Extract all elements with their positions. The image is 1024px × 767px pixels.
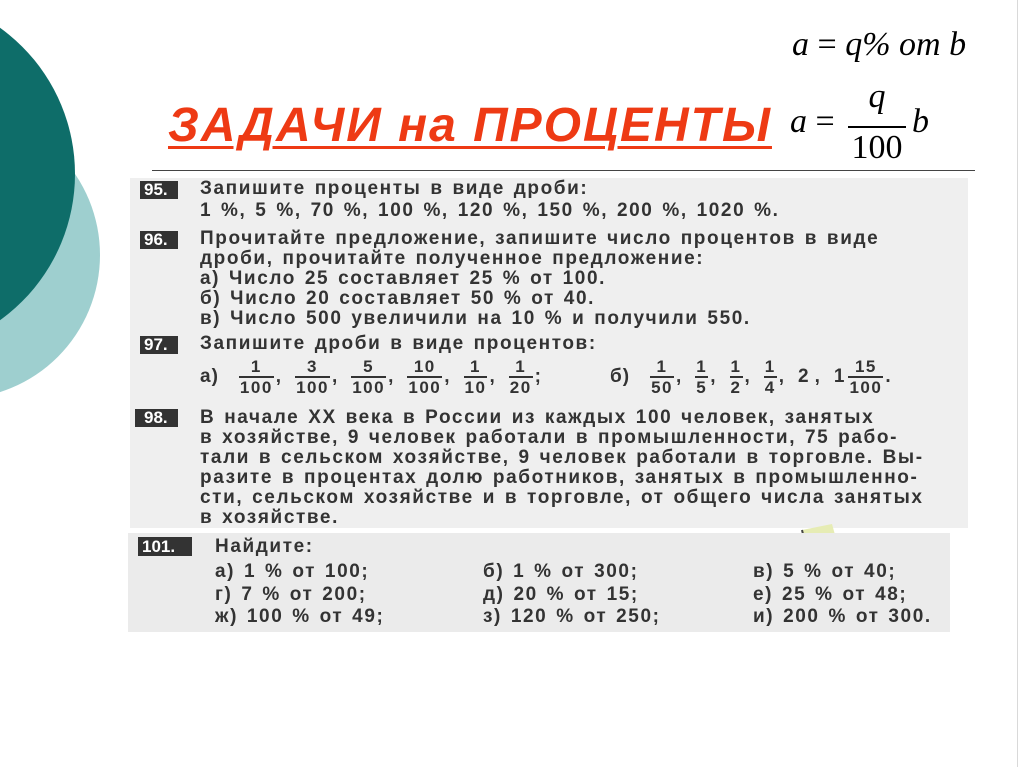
problem-101-heading: Найдите: (215, 536, 314, 557)
separator: , (710, 366, 716, 387)
problem-98-line: тали в сельском хозяйстве, 9 человек работали в торговле. Вы- (200, 447, 924, 468)
fraction (650, 358, 674, 397)
problem-98-number: 98. (135, 409, 178, 427)
formula-percent-of (792, 28, 966, 62)
problem-96-number: 96. (140, 231, 178, 249)
problem-98-line: сти, сельском хозяйстве и в торговле, от общего числа занятых (200, 487, 924, 508)
problem-96-line: Прочитайте предложение, запишите число процентов в виде (200, 228, 880, 249)
formula-equals: = (817, 26, 837, 63)
fraction (407, 358, 442, 397)
fraction-numerator: q (868, 78, 886, 115)
problem-101-item: е) 25 % от 48; (753, 584, 908, 605)
problem-101-item: в) 5 % от 40; (753, 561, 897, 582)
denominator: 100 (352, 377, 386, 397)
problem-98-line: разите в процентах долю работников, занятых в промышленно- (200, 467, 919, 488)
separator: , (275, 366, 282, 387)
denominator: 100 (239, 377, 273, 397)
problem-96-line: б) Число 20 составляет 50 % от 40. (200, 288, 596, 309)
fraction (464, 358, 488, 397)
separator: , (744, 366, 750, 387)
denominator: 10 (464, 377, 487, 397)
denominator: 100 (408, 377, 442, 397)
problem-98-line: в хозяйстве, 9 человек работали в промышленности, 75 рабо- (200, 427, 899, 448)
fraction (295, 358, 330, 397)
fraction (848, 358, 883, 397)
separator: , (489, 366, 495, 387)
problem-97-part-a (200, 356, 555, 398)
fraction (239, 358, 274, 397)
separator: ; (534, 366, 541, 387)
denominator: 2 (730, 377, 742, 397)
numerator: 15 (854, 356, 877, 376)
denominator: 100 (296, 377, 329, 397)
separator: , (814, 366, 820, 387)
whole-number: 1 (833, 366, 845, 387)
problem-97-part-b (610, 356, 905, 398)
formula-2-factor: b (912, 103, 929, 140)
part-label: б) (610, 366, 631, 387)
numerator: 1 (730, 356, 742, 376)
separator: , (331, 366, 338, 387)
problem-101-item: ж) 100 % от 49; (215, 606, 385, 627)
numerator: 1 (250, 356, 262, 376)
denominator: 100 (849, 377, 883, 397)
numerator: 1 (515, 356, 527, 376)
problem-95-line: Запишите проценты в виде дроби: (200, 178, 589, 199)
title-rule (152, 170, 975, 171)
formula-2-equals: = (815, 103, 835, 140)
problem-98-line: В начале XX века в России из каждых 100 человек, занятых (200, 407, 875, 428)
formula-rhs: q% от b (845, 26, 967, 63)
numerator: 10 (413, 356, 436, 376)
formula-lhs: a (792, 26, 809, 63)
fraction (695, 358, 708, 397)
numerator: 3 (307, 356, 318, 376)
fraction-denominator: 100 (848, 126, 906, 165)
textbook-scan-bottom (128, 533, 950, 632)
problem-97-line: Запишите дроби в виде процентов: (200, 333, 597, 354)
denominator: 50 (651, 377, 673, 397)
whole-number: 2 (798, 366, 809, 387)
problem-101-item: а) 1 % от 100; (215, 561, 370, 582)
formula-fraction-form (790, 80, 970, 172)
numerator: 5 (363, 356, 375, 376)
problem-101-item: и) 200 % от 300. (753, 606, 932, 627)
slide-title: ЗАДАЧИ на ПРОЦЕНТЫ (168, 99, 772, 152)
formula-2-lhs: a (790, 103, 807, 140)
fraction (764, 358, 777, 397)
separator: , (444, 366, 450, 387)
problem-101-item: б) 1 % от 300; (483, 561, 639, 582)
numerator: 1 (764, 356, 776, 376)
problem-101-item: д) 20 % от 15; (483, 584, 639, 605)
separator: , (778, 366, 785, 387)
separator: , (388, 366, 394, 387)
denominator: 20 (509, 377, 532, 397)
slide-edge-line (1017, 0, 1018, 767)
fraction (730, 358, 743, 397)
problem-96-line: дроби, прочитайте полученное предложение: (200, 248, 705, 269)
numerator: 1 (696, 356, 708, 376)
problem-101-item: з) 120 % от 250; (483, 606, 661, 627)
separator: . (885, 366, 891, 387)
problem-98-line: в хозяйстве. (200, 507, 339, 528)
problem-95-line: 1 %, 5 %, 70 %, 100 %, 120 %, 150 %, 200 %, 1020 %. (200, 200, 780, 221)
problem-96-line: а) Число 25 составляет 25 % от 100. (200, 268, 607, 289)
problem-101-number: 101. (138, 537, 192, 556)
numerator: 1 (656, 356, 668, 376)
problem-101-item: г) 7 % от 200; (215, 584, 367, 605)
problem-95-number: 95. (140, 181, 178, 199)
fraction (351, 358, 386, 397)
formula-2-lhs-group (790, 105, 835, 139)
denominator: 5 (696, 377, 708, 397)
textbook-scan-top (130, 178, 968, 528)
separator: , (676, 366, 682, 387)
problem-96-line: в) Число 500 увеличили на 10 % и получили 550. (200, 308, 751, 329)
numerator: 1 (470, 356, 481, 376)
formula-fraction (848, 80, 906, 165)
part-label: а) (200, 366, 219, 387)
denominator: 4 (764, 377, 776, 397)
problem-97-number: 97. (140, 336, 178, 354)
fraction (509, 358, 533, 397)
